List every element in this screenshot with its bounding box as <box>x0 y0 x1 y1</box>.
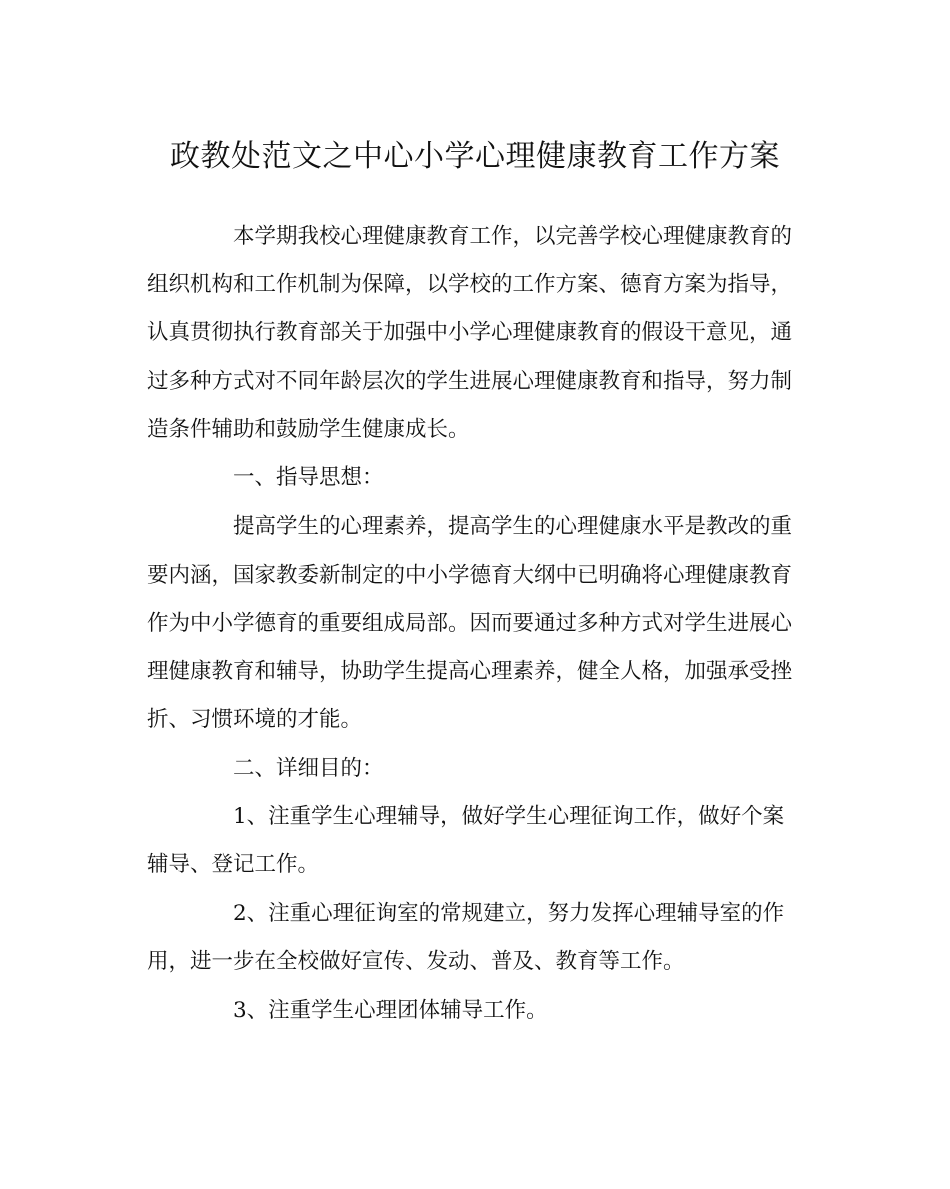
section-heading: 一、指导思想： <box>233 465 384 490</box>
paragraph-line: 2、注重心理征询室的常规建立，努力发挥心理辅导室的作 <box>233 901 785 926</box>
paragraph-line: 过多种方式对不同年龄层次的学生进展心理健康教育和指导，努力制 <box>147 369 793 394</box>
paragraph-line: 1、注重学生心理辅导，做好学生心理征询工作，做好个案 <box>233 804 785 829</box>
paragraph-line: 作为中小学德育的重要组成局部。因而要通过多种方式对学生进展心 <box>147 611 793 636</box>
paragraph-line: 认真贯彻执行教育部关于加强中小学心理健康教育的假设干意见，通 <box>147 320 793 345</box>
paragraph-line: 提高学生的心理素养，提高学生的心理健康水平是教改的重 <box>233 514 793 539</box>
paragraph-line: 要内涵，国家教委新制定的中小学德育大纲中已明确将心理健康教育 <box>147 563 793 588</box>
document-title: 政教处范文之中心小学心理健康教育工作方案 <box>170 139 780 174</box>
paragraph-line: 本学期我校心理健康教育工作，以完善学校心理健康教育的 <box>233 224 793 249</box>
paragraph-line: 组织机构和工作机制为保障，以学校的工作方案、德育方案为指导， <box>147 272 793 297</box>
paragraph-line: 折、习惯环境的才能。 <box>147 707 363 732</box>
section-heading: 二、详细目的： <box>233 756 384 781</box>
paragraph-line: 造条件辅助和鼓励学生健康成长。 <box>147 417 470 442</box>
paragraph-line: 理健康教育和辅导，协助学生提高心理素养，健全人格，加强承受挫 <box>147 659 793 684</box>
paragraph-line: 用，进一步在全校做好宣传、发动、普及、教育等工作。 <box>147 949 685 974</box>
paragraph-line: 3、注重学生心理团体辅导工作。 <box>233 998 548 1023</box>
paragraph-line: 辅导、登记工作。 <box>147 852 320 877</box>
